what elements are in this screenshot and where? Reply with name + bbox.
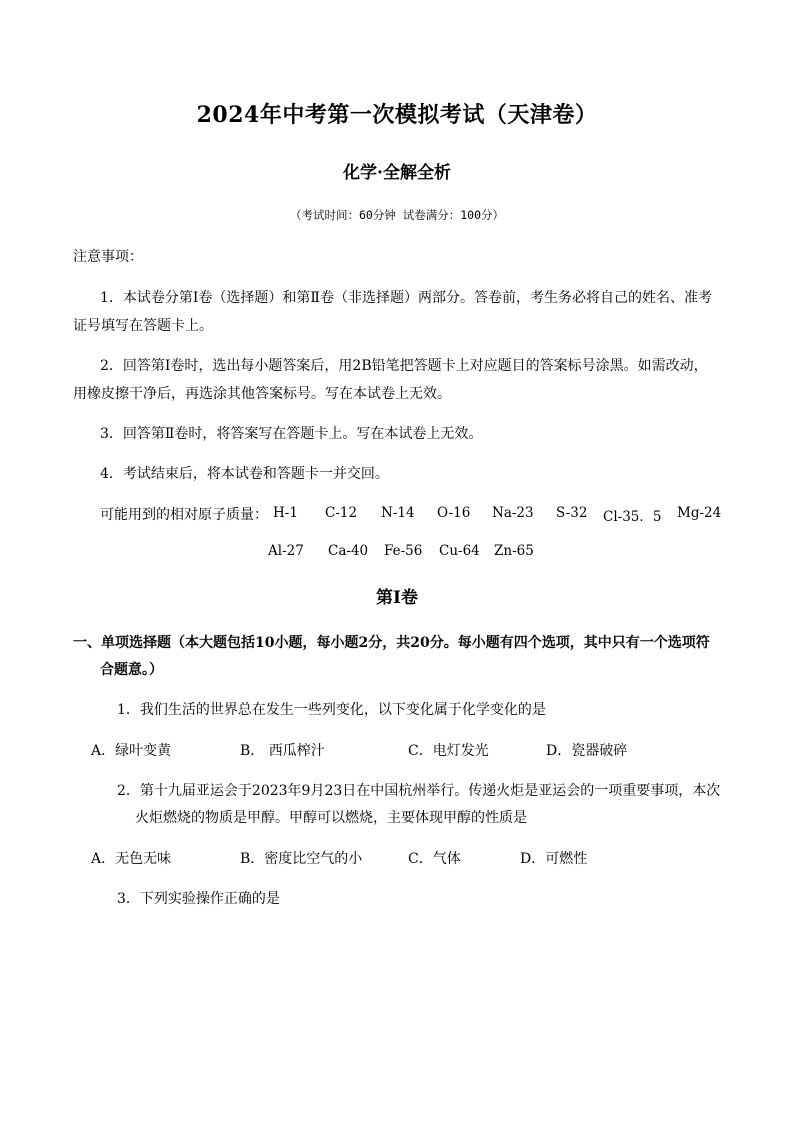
question-2-stem-line-1: 2．第十九届亚运会于2023年9月23日在中国杭州举行。传递火炬是亚运会的一项重要事项，本次 [117,783,721,799]
atomic-mass-item: H-1 [273,505,298,521]
atomic-mass-item: Ca-40 [328,543,369,559]
question-2-option-b: B．密度比空气的小 [240,851,363,867]
note-item-3: 3．回答第Ⅱ卷时，将答案写在答题卡上。写在本试卷上无效。 [100,426,483,442]
note-item-2-line-2: 用橡皮擦干净后，再选涂其他答案标号。写在本试卷上无效。 [73,386,451,402]
note-item-4: 4．考试结束后，将本试卷和答题卡一并交回。 [100,466,389,482]
atomic-mass-item: N-14 [381,505,415,521]
atomic-mass-item: S-32 [556,505,588,521]
atomic-mass-label: 可能用到的相对原子质量： [100,507,268,523]
note-item-2-line-1: 2．回答第Ⅰ卷时，选出每小题答案后，用2B铅笔把答题卡上对应题目的答案标号涂黑。如需改动， [100,358,708,374]
notes-heading: 注意事项： [73,249,143,265]
exam-info: （考试时间：60分钟 试卷满分：100分） [289,208,505,222]
atomic-mass-item: Cl-35．5 [603,509,662,525]
section-heading-line-1: 一、单项选择题（本大题包括10小题，每小题2分，共20分。每小题有四个选项，其中只有一个选项符 [73,635,710,651]
atomic-mass-item: C-12 [325,505,358,521]
question-2-option-a: A．无色无味 [91,851,172,867]
question-1-option-c: C．电灯发光 [408,743,489,759]
question-2-option-c: C．气体 [408,851,461,867]
atomic-mass-item: O-16 [437,505,471,521]
page-subtitle: 化学·全解全析 [343,163,451,183]
question-1-option-b: B． 西瓜榨汁 [240,743,325,759]
atomic-mass-item: Fe-56 [384,543,423,559]
question-1-option-a: A．绿叶变黄 [91,743,172,759]
note-item-1-line-1: 1．本试卷分第Ⅰ卷（选择题）和第Ⅱ卷（非选择题）两部分。答卷前，考生务必将自己的姓名、准考 [100,290,712,306]
atomic-mass-item: Na-23 [492,505,534,521]
atomic-mass-item: Mg-24 [677,505,722,521]
page-title: 2024年中考第一次模拟考试（天津卷） [196,102,598,128]
volume-title: 第Ⅰ卷 [376,588,418,608]
question-2-option-d: D．可燃性 [520,851,588,867]
atomic-mass-item: Al-27 [268,543,304,559]
question-2-stem-line-2: 火炬燃烧的物质是甲醇。甲醇可以燃烧，主要体现甲醇的性质是 [135,810,527,826]
atomic-mass-item: Cu-64 [439,543,480,559]
note-item-1-line-2: 证号填写在答题卡上。 [73,318,213,334]
section-heading-line-2: 合题意。） [100,662,163,678]
atomic-mass-item: Zn-65 [494,543,534,559]
question-1-option-d: D．瓷器破碎 [546,743,628,759]
question-3-stem: 3．下列实验操作正确的是 [117,891,280,907]
question-1-stem: 1．我们生活的世界总在发生一些列变化，以下变化属于化学变化的是 [117,702,546,718]
